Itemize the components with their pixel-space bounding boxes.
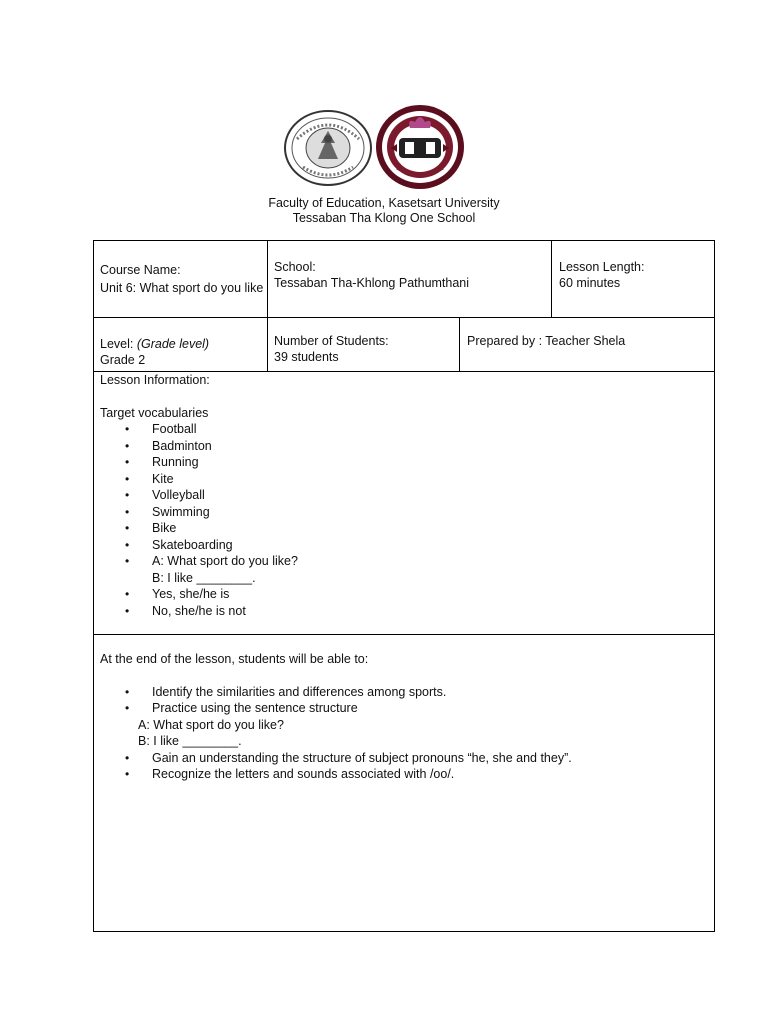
school-value: Tessaban Tha-Khlong Pathumthani [274,276,470,290]
lesson-info-cell [100,372,700,619]
list-item: • Bike [100,520,700,537]
level-cell [100,336,264,368]
list-item: • Skateboarding [100,537,700,554]
list-item: • Swimming [100,504,700,521]
list-item: • Running [100,454,700,471]
document-header [0,196,768,226]
list-item: • Gain an understanding the structure of subject pronouns “he, she and they”. [100,750,706,767]
students-value: 39 students [274,350,339,364]
vocab-list [100,421,700,570]
list-item: • A: What sport do you like? [100,553,700,570]
row-divider-1 [94,317,714,318]
objective-dialog-b: B: I like ________. [138,734,242,748]
prepared-by: Prepared by : Teacher Shela [467,334,626,348]
col-divider-r1b [551,241,552,317]
lesson-length-label: Lesson Length: [559,260,645,274]
answer-list [100,586,700,619]
level-hint: (Grade level) [136,337,210,351]
course-name-value: Unit 6: What sport do you like [100,281,264,295]
lesson-info-title: Lesson Information: [100,373,210,387]
faculty-title: Faculty of Education, Kasetsart University [268,196,500,210]
objective-dialog-a: A: What sport do you like? [138,717,284,732]
vocab-title: Target vocabularies [100,405,209,420]
course-name-cell [100,261,264,298]
list-item: • Yes, she/he is [100,586,700,603]
list-item: • Football [100,421,700,438]
school-label: School: [274,260,316,274]
lesson-length-value: 60 minutes [559,276,621,290]
course-name-label: Course Name: [100,263,181,277]
list-item: • Kite [100,471,700,488]
objectives-cell [100,651,706,783]
tessaban-school-emblem-icon [375,104,465,190]
objectives-list-continued [100,750,706,783]
col-divider-r2a [267,317,268,371]
list-item: • Badminton [100,438,700,455]
level-value: Grade 2 [100,353,146,367]
dialog-b: B: I like ________. [152,570,256,585]
logos [283,104,473,190]
lesson-length-cell [559,259,709,291]
kasetsart-university-seal-icon [283,109,373,187]
school-title: Tessaban Tha Klong One School [292,211,476,225]
school-cell [274,259,544,291]
list-item: • No, she/he is not [100,603,700,620]
students-cell [274,333,454,365]
list-item: • Identify the similarities and differences among sports. [100,684,706,701]
list-item: • Volleyball [100,487,700,504]
objectives-list [100,684,706,717]
row-divider-3 [94,634,714,635]
lesson-plan-table [93,240,715,932]
col-divider-r1a [267,241,268,317]
list-item: • Practice using the sentence structure [100,700,706,717]
students-label: Number of Students: [274,334,389,348]
col-divider-r2b [459,317,460,371]
level-label: Level: [100,337,134,351]
prepared-by-cell [467,333,707,349]
list-item: • Recognize the letters and sounds associated with /oo/. [100,766,706,783]
objectives-intro: At the end of the lesson, students will be able to: [100,652,369,666]
